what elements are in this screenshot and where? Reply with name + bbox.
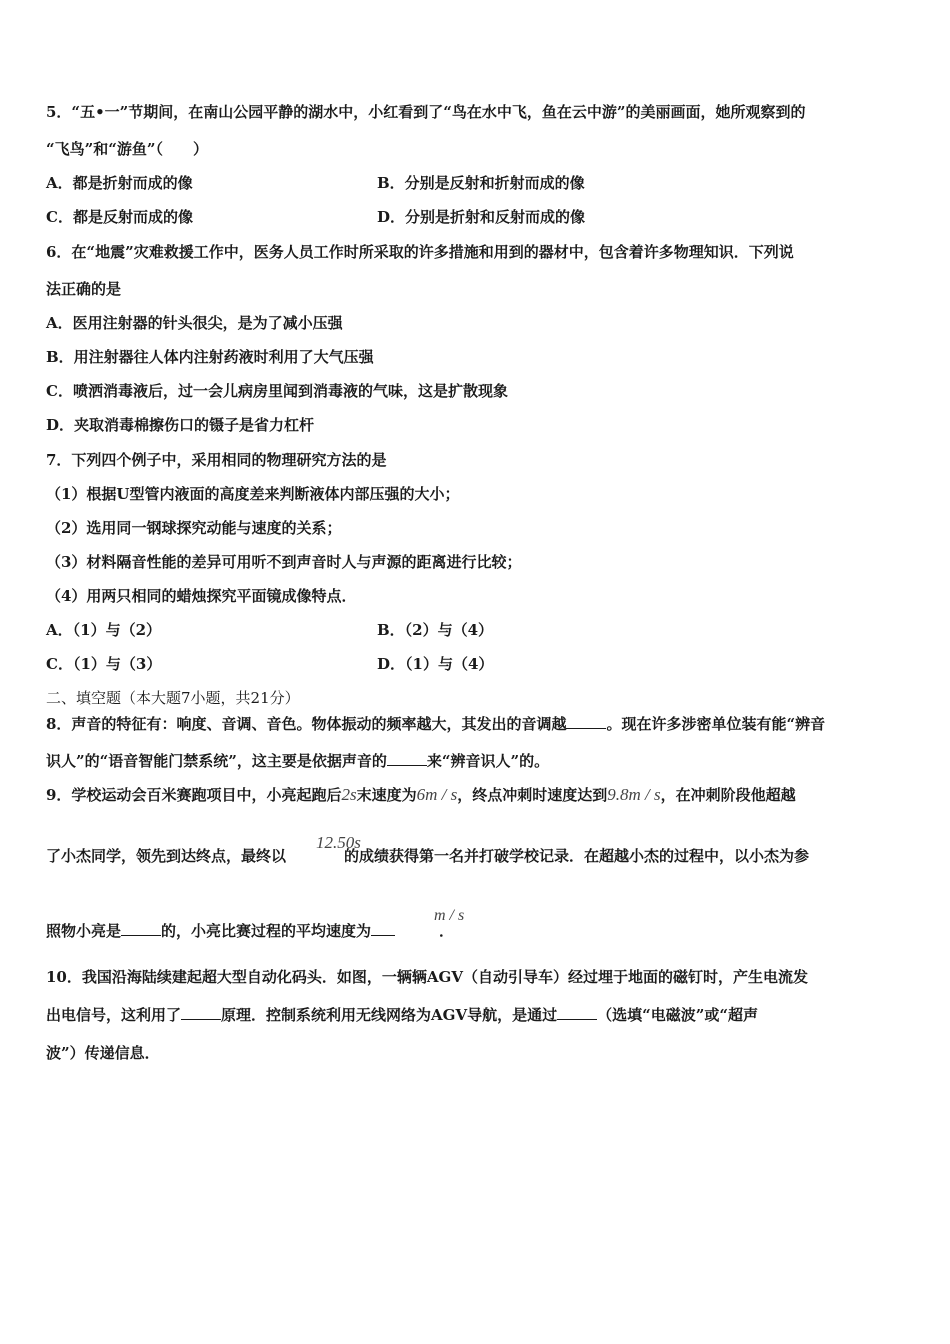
q10-text-a: 出电信号，这利用了 xyxy=(46,1006,182,1024)
q6-stem-line2: 法正确的是 xyxy=(46,280,122,298)
q10-blank-2[interactable] xyxy=(557,1005,597,1020)
q7-stem: 7．下列四个例子中，采用相同的物理研究方法的是 xyxy=(46,451,387,469)
q9-text-c: ，终点冲刺时速度达到 xyxy=(457,786,608,804)
q7-option-a: A．（1）与（2） xyxy=(46,621,162,639)
q10-line3: 波”）传递信息． xyxy=(46,1044,160,1062)
q5-stem-line2: “飞鸟”和“游鱼”（ ） xyxy=(46,140,209,158)
q5-option-c: C．都是反射而成的像 xyxy=(46,208,193,226)
q9-line2 xyxy=(46,846,809,866)
q9-time-start: 2s xyxy=(341,785,357,804)
q9-text-f: 的成绩获得第一名并打破学校记录．在超越小杰的过程中，以小杰为参 xyxy=(344,847,810,865)
q9-text-b: 末速度为 xyxy=(356,786,417,804)
q6-option-c: C．喷洒消毒液后，过一会儿病房里闻到消毒液的气味，这是扩散现象 xyxy=(46,382,508,400)
q7-item-4: （4）用两只相同的蜡烛探究平面镜成像特点． xyxy=(46,587,357,605)
q5-option-b: B．分别是反射和折射而成的像 xyxy=(377,174,585,192)
q9-text-g: 照物小亮是 xyxy=(46,922,122,940)
q7-item-3: （3）材料隔音性能的差异可用听不到声音时人与声源的距离进行比较； xyxy=(46,553,522,571)
q8-line2 xyxy=(46,751,549,771)
q8-text-d: 来“辨音识人”的。 xyxy=(426,752,550,770)
q6-option-a: A．医用注射器的针头很尖，是为了减小压强 xyxy=(46,314,343,332)
q9-text-i: ． xyxy=(439,922,455,940)
q8-text-b: 。现在许多涉密单位装有能“辨音 xyxy=(606,715,826,733)
q6-stem-line1: 6．在“地震”灾难救援工作中，医务人员工作时所采取的许多措施和用到的器材中，包含着许多物理知识．下列说 xyxy=(46,243,794,261)
q8-text-c: 识人”的“语音智能门禁系统”，这主要是依据声音的 xyxy=(46,752,387,770)
q9-unit: m / s xyxy=(434,907,465,924)
q9-text-a: 9．学校运动会百米赛跑项目中，小亮起跑后 xyxy=(46,786,342,804)
q10-blank-1[interactable] xyxy=(181,1005,221,1020)
q9-text-h: 的，小亮比赛过程的平均速度为 xyxy=(161,922,372,940)
q9-blank-2[interactable] xyxy=(371,921,395,936)
q6-option-d: D．夹取消毒棉擦伤口的镊子是省力杠杆 xyxy=(46,416,315,434)
q7-item-1: （1）根据U型管内液面的高度差来判断液体内部压强的大小； xyxy=(46,485,460,503)
q9-total-time: 12.50s xyxy=(316,833,361,852)
q10-line2 xyxy=(46,1005,758,1025)
q9-blank-1[interactable] xyxy=(121,921,161,936)
q6-option-b: B．用注射器往人体内注射药液时利用了大气压强 xyxy=(46,348,374,366)
q10-line1: 10．我国沿海陆续建起超大型自动化码头．如图，一辆辆AGV（自动引导车）经过埋于地面的磁钉时，产生电流发 xyxy=(46,968,808,986)
q5-option-a: A．都是折射而成的像 xyxy=(46,174,193,192)
q7-option-b: B．（2）与（4） xyxy=(377,621,494,639)
q5-option-d: D．分别是折射和反射而成的像 xyxy=(377,208,586,226)
q8-text-a: 8．声音的特征有：响度、音调、音色。物体振动的频率越大，其发出的音调越 xyxy=(46,715,567,733)
q8-blank-2[interactable] xyxy=(387,751,427,766)
q10-text-b: 原理．控制系统利用无线网络为AGV导航，是通过 xyxy=(221,1006,558,1024)
q9-text-d: ，在冲刺阶段他超越 xyxy=(660,786,796,804)
q9-speed-start: 6m / s xyxy=(416,785,458,804)
q9-line1 xyxy=(46,785,796,805)
q8-line1 xyxy=(46,714,825,734)
section-heading: 二、填空题（本大题7小题，共21分） xyxy=(46,689,300,707)
q9-line3 xyxy=(46,921,454,941)
q7-option-d: D．（1）与（4） xyxy=(377,655,494,673)
q10-text-c: （选填“电磁波”或“超声 xyxy=(597,1006,758,1024)
q9-speed-sprint: 9.8m / s xyxy=(607,785,661,804)
q7-option-c: C．（1）与（3） xyxy=(46,655,162,673)
q9-text-e: 了小杰同学，领先到达终点，最终以 xyxy=(46,847,287,865)
q5-stem-line1: 5．“五•一”节期间，在南山公园平静的湖水中，小红看到了“鸟在水中飞，鱼在云中游”的美丽画面，她所观察到的 xyxy=(46,103,806,121)
q7-item-2: （2）选用同一钢球探究动能与速度的关系； xyxy=(46,519,342,537)
q8-blank-1[interactable] xyxy=(566,714,606,729)
